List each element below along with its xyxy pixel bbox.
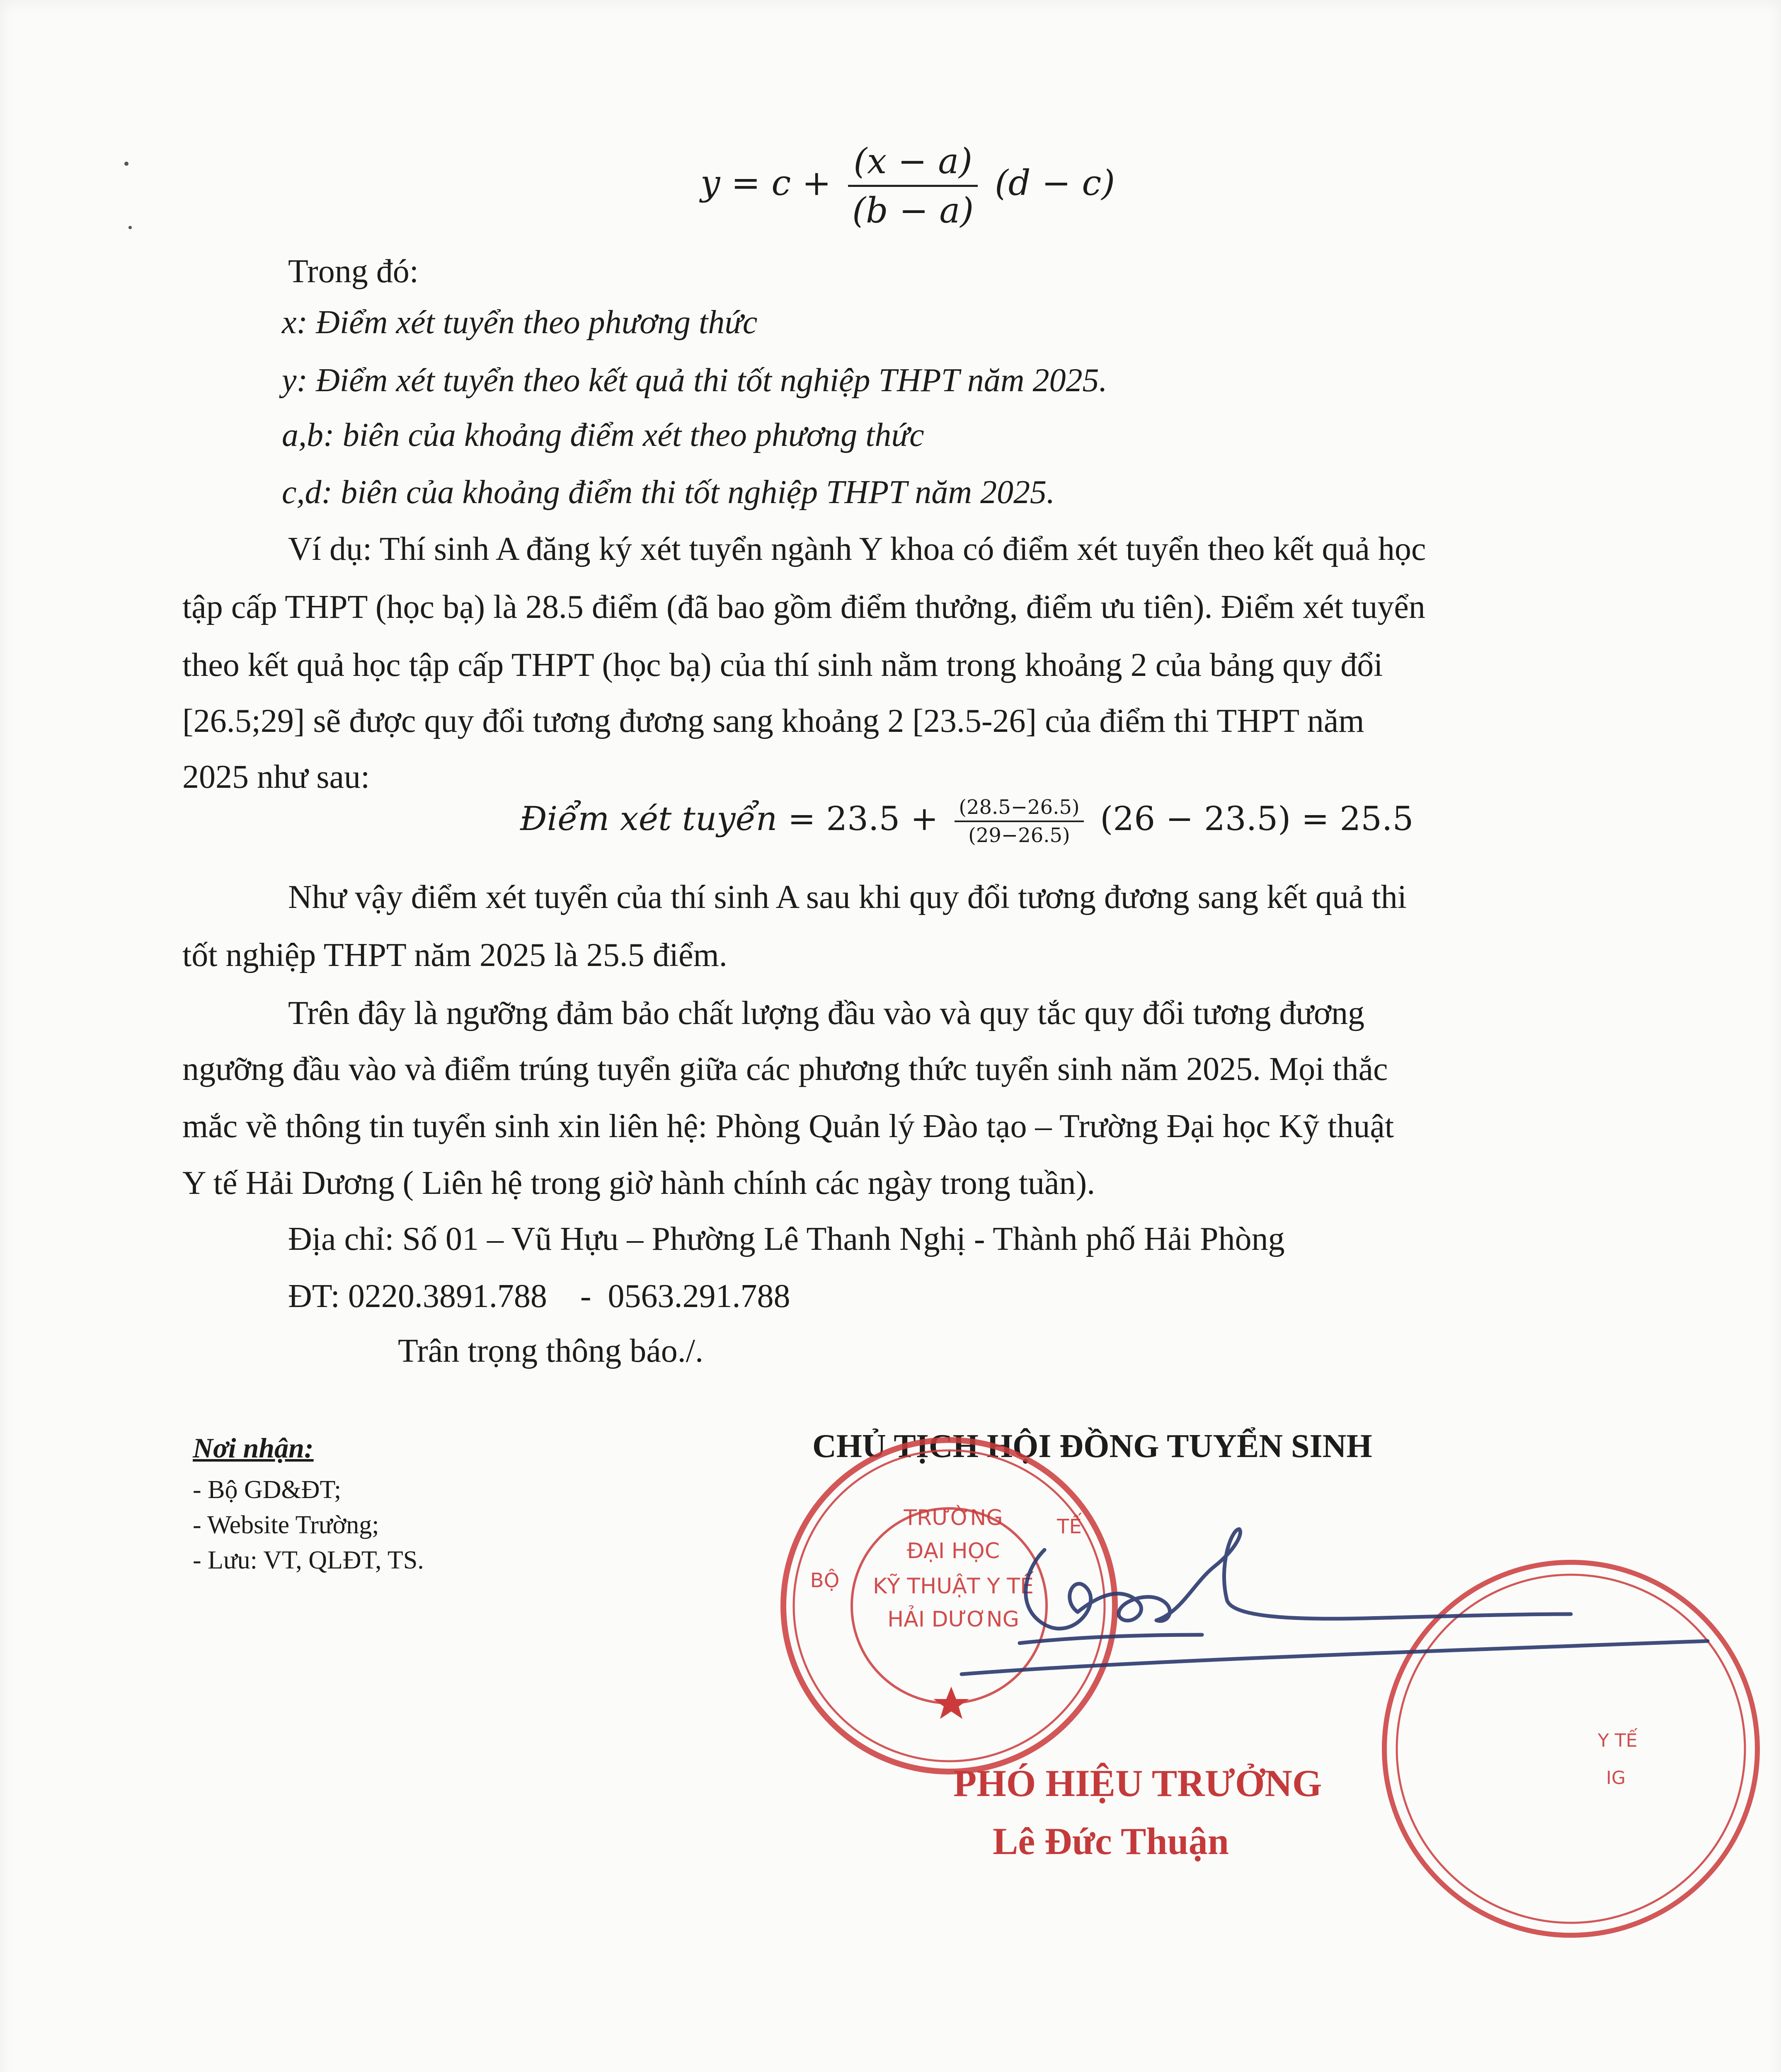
example-line: theo kết quả học tập cấp THPT (học bạ) của thí sinh nằm trong khoảng 2 của bảng quy đổi bbox=[182, 647, 1383, 683]
example-line: tập cấp THPT (học bạ) là 28.5 điểm (đã bao gồm điểm thưởng, điểm ưu tiên). Điểm xét tuyển bbox=[182, 589, 1425, 625]
definition-ab: a,b: biên của khoảng điểm xét theo phương thức bbox=[282, 417, 924, 453]
conclusion-line: tốt nghiệp THPT năm 2025 là 25.5 điểm. bbox=[182, 937, 727, 973]
contact-phone: ĐT: 0220.3891.788 - 0563.291.788 bbox=[288, 1278, 790, 1314]
closing-line: Y tế Hải Dương ( Liên hệ trong giờ hành chính các ngày trong tuần). bbox=[182, 1165, 1095, 1201]
formula-tail: (d − c) bbox=[994, 162, 1115, 203]
closing-line: Trên đây là ngưỡng đảm bảo chất lượng đầu vào và quy tắc quy đổi tương đương bbox=[288, 995, 1365, 1031]
stamp-text-line: ĐẠI HỌC bbox=[906, 1539, 1000, 1564]
stamp-star-icon bbox=[933, 1687, 969, 1719]
example-formula-lhs: = 23.5 + bbox=[777, 799, 938, 838]
example-formula-denominator: (29−26.5) bbox=[968, 824, 1070, 847]
formula-denominator: (b − a) bbox=[852, 190, 974, 231]
definition-cd: c,d: biên của khoảng điểm thi tốt nghiệp THPT năm 2025. bbox=[282, 474, 1055, 511]
stamp-text-line: HẢI DƯƠNG bbox=[887, 1607, 1019, 1632]
definitions-intro: Trong đó: bbox=[288, 253, 419, 290]
recipients-title: Nơi nhận: bbox=[193, 1432, 314, 1464]
signature-title: CHỦ TỊCH HỘI ĐỒNG TUYỂN SINH bbox=[812, 1428, 1372, 1464]
closing-line: mắc về thông tin tuyển sinh xin liên hệ: Phòng Quản lý Đào tạo – Trường Đại học Kỹ thuật bbox=[182, 1108, 1394, 1145]
handwritten-signature bbox=[962, 1529, 1708, 1674]
school-stamp bbox=[783, 1440, 1115, 1772]
formula-numerator: (x − a) bbox=[848, 141, 978, 187]
scan-speck bbox=[128, 226, 132, 229]
partial-stamp-text: IG bbox=[1606, 1767, 1626, 1789]
stamp-ring-left: BỘ bbox=[810, 1569, 840, 1592]
example-formula-numerator: (28.5−26.5) bbox=[955, 796, 1083, 822]
partial-stamp-text: Y TẾ bbox=[1598, 1730, 1638, 1751]
conclusion-line: Như vậy điểm xét tuyển của thí sinh A sau khi quy đổi tương đương sang kết quả thi bbox=[288, 879, 1407, 915]
recipient-item: - Bộ GD&ĐT; bbox=[193, 1476, 342, 1504]
example-line: [26.5;29] sẽ được quy đổi tương đương sang khoảng 2 [23.5-26] của điểm thi THPT năm bbox=[182, 703, 1364, 739]
formula-lhs: y = c + bbox=[700, 162, 831, 203]
example-formula-label: Điểm xét tuyển bbox=[520, 799, 778, 838]
example-formula-tail: (26 − 23.5) = 25.5 bbox=[1100, 799, 1414, 838]
definition-x: x: Điểm xét tuyển theo phương thức bbox=[282, 304, 758, 341]
stamp-text-line: TRƯỜNG bbox=[904, 1506, 1003, 1530]
signer-role: PHÓ HIỆU TRƯỞNG bbox=[953, 1762, 1322, 1804]
signer-name: Lê Đức Thuận bbox=[993, 1820, 1229, 1862]
recipient-item: - Website Trường; bbox=[193, 1511, 379, 1539]
stamp-text-line: KỸ THUẬT Y TẾ bbox=[872, 1574, 1034, 1599]
recipient-item: - Lưu: VT, QLĐT, TS. bbox=[193, 1546, 424, 1574]
scan-speck bbox=[124, 162, 128, 166]
definition-y: y: Điểm xét tuyển theo kết quả thi tốt nghiệp THPT năm 2025. bbox=[282, 362, 1107, 399]
example-line: Ví dụ: Thí sinh A đăng ký xét tuyển ngành Y khoa có điểm xét tuyển theo kết quả học bbox=[288, 531, 1426, 567]
example-line: 2025 như sau: bbox=[182, 759, 370, 795]
closing-line: ngưỡng đầu vào và điểm trúng tuyển giữa các phương thức tuyển sinh năm 2025. Mọi thắc bbox=[182, 1051, 1388, 1087]
contact-address: Địa chỉ: Số 01 – Vũ Hựu – Phường Lê Thanh Nghị - Thành phố Hải Phòng bbox=[288, 1221, 1285, 1257]
closing-regards: Trân trọng thông báo./. bbox=[398, 1333, 704, 1369]
partial-stamp bbox=[1384, 1562, 1757, 1935]
stamp-ring-right: TẾ bbox=[1057, 1515, 1082, 1538]
